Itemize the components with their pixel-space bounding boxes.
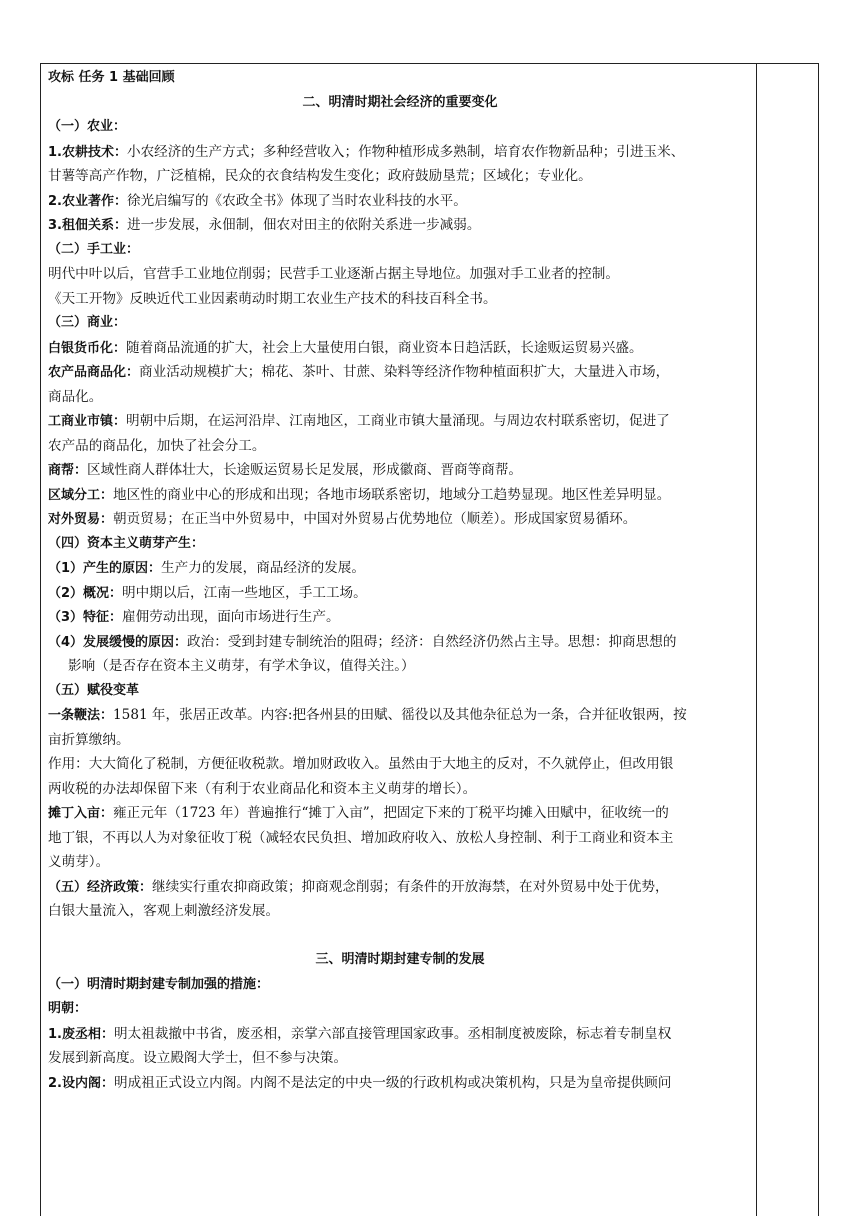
tanding-label: 摊丁入亩： bbox=[48, 806, 114, 821]
chancellor-line-2: 发展到新高度。设立殿阁大学士，但不参与决策。 bbox=[48, 1050, 348, 1066]
cause-line bbox=[48, 556, 752, 581]
tax-heading: （五）赋役变革 bbox=[48, 682, 140, 698]
autocracy-heading: （一）明清时期封建专制加强的措施： bbox=[48, 976, 270, 992]
policy-line-2: 白银大量流入，客观上刺激经济发展。 bbox=[48, 903, 280, 919]
feature-line bbox=[48, 605, 752, 630]
feature-label: （3）特征： bbox=[48, 610, 123, 625]
region-line bbox=[48, 483, 752, 508]
agri-tech-label: 1.农耕技术： bbox=[48, 144, 127, 160]
tanding-text: 雍正元年（1723 年）普遍推行“摊丁入亩”，把固定下来的丁税平均摊入田赋中，征收统一的 bbox=[113, 805, 669, 821]
agri-tenancy-label: 3.租佃关系： bbox=[48, 218, 127, 233]
cabinet-label: 2.设内阁： bbox=[48, 1075, 114, 1091]
agri-commod-text: 商业活动规模扩大；棉花、茶叶、甘蔗、染料等经济作物种植面积扩大，大量进入市场， bbox=[139, 364, 670, 380]
slow-text: 政治：受到封建专制统治的阻碍；经济：自然经济仍然占主导。思想：抑商思想的 bbox=[187, 633, 677, 650]
cause-text: 生产力的发展，商品经济的发展。 bbox=[161, 560, 365, 576]
craft-line-1: 明代中叶以后，官营手工业地位削弱；民营手工业逐渐占据主导地位。加强对手工业者的控制。 bbox=[48, 266, 619, 282]
policy-label: （五）经济政策： bbox=[48, 879, 153, 895]
silver-label: 白银货币化： bbox=[48, 340, 127, 356]
agri-works-line bbox=[48, 189, 752, 214]
tanding-line-3: 义萌芽）。 bbox=[48, 854, 110, 870]
task-header: 攻标 任务 1 基础回顾 bbox=[48, 70, 175, 85]
overview-text: 明中期以后，江南一些地区，手工工场。 bbox=[122, 584, 367, 601]
whip-text: 1581 年，张居正改革。内容:把各州县的田赋、徭役以及其他杂征总为一条，合并征收银两，按 bbox=[113, 707, 687, 723]
blank-gap bbox=[48, 924, 752, 949]
region-text: 地区性的商业中心的形成和出现；各地市场联系密切，地域分工趋势显现。地区性差异明显。 bbox=[113, 486, 671, 503]
silver-line bbox=[48, 336, 752, 361]
agri-tenancy-line bbox=[48, 213, 752, 238]
whip-line-1 bbox=[48, 703, 752, 728]
overview-label: （2）概况： bbox=[48, 585, 123, 601]
section-3-title: 三、明清时期封建专制的发展 bbox=[315, 952, 485, 967]
foreign-text: 朝贡贸易；在正当中外贸易中，中国对外贸易占优势地位（顺差）。形成国家贸易循环。 bbox=[113, 511, 637, 527]
agri-works-text: 徐光启编写的《农政全书》体现了当时农业科技的水平。 bbox=[126, 192, 467, 209]
towns-text: 明朝中后期，在运河沿岸、江南地区，工商业市镇大量涌现。与周边农村联系密切，促进了 bbox=[126, 413, 670, 429]
agri-tech-line-2: 甘薯等高产作物，广泛植棉，民众的衣食结构发生变化；政府鼓励垦荒；区域化；专业化。 bbox=[48, 168, 592, 184]
guild-line bbox=[48, 458, 752, 483]
slow-label: （4）发展缓慢的原因： bbox=[48, 634, 188, 650]
section-2-title: 二、明清时期社会经济的重要变化 bbox=[302, 94, 498, 110]
agri-tenancy-text: 进一步发展，永佃制，佃农对田主的依附关系进一步减弱。 bbox=[126, 217, 481, 233]
towns-label: 工商业市镇： bbox=[48, 414, 127, 429]
tanding-line-2: 地丁银，不再以人为对象征收丁税（减轻农民负担、增加政府收入、放松人身控制、利于工商业和资本主 bbox=[48, 829, 674, 846]
tanding-line-1 bbox=[48, 801, 752, 826]
towns-line-1 bbox=[48, 409, 752, 434]
towns-line-2: 农产品的商品化，加快了社会分工。 bbox=[48, 437, 266, 454]
craft-heading: （二）手工业： bbox=[48, 241, 140, 257]
ming-label: 明朝： bbox=[48, 1001, 88, 1016]
guild-text: 区域性商人群体壮大，长途贩运贸易长足发展，形成徽商、晋商等商帮。 bbox=[87, 462, 523, 478]
agri-commod-line-1 bbox=[48, 360, 752, 385]
capitalism-heading: （四）资本主义萌芽产生： bbox=[48, 535, 205, 551]
commerce-heading: （三）商业： bbox=[48, 315, 127, 330]
craft-line-2: 《天工开物》反映近代工业因素萌动时期工农业生产技术的科技百科全书。 bbox=[48, 290, 497, 307]
agri-commod-label: 农产品商品化： bbox=[48, 365, 140, 380]
whip-line-2: 亩折算缴纳。 bbox=[48, 731, 130, 748]
agri-commod-line-2: 商品化。 bbox=[48, 388, 103, 405]
region-label: 区域分工： bbox=[48, 487, 114, 503]
column-divider bbox=[756, 63, 757, 1216]
agri-tech-text: 小农经济的生产方式；多种经营收入；作物种植形成多熟制，培育农作物新品种；引进玉米、 bbox=[126, 143, 685, 160]
lesson-content bbox=[48, 66, 752, 1095]
agri-works-label: 2.农业著作： bbox=[48, 193, 127, 209]
effect-line-2: 两收税的办法却保留下来（有利于农业商品化和资本主义萌芽的增长）。 bbox=[48, 780, 477, 797]
foreign-label: 对外贸易： bbox=[48, 512, 114, 527]
foreign-line bbox=[48, 507, 752, 532]
feature-text: 雇佣劳动出现，面向市场进行生产。 bbox=[122, 609, 340, 625]
guild-label: 商帮： bbox=[48, 463, 88, 478]
chancellor-text: 明太祖裁撤中书省，废丞相，亲掌六部直接管理国家政事。丞相制度被废除，标志着专制皇权 bbox=[113, 1025, 672, 1042]
policy-line-1 bbox=[48, 875, 752, 900]
agri-tech-line-1 bbox=[48, 140, 752, 165]
chancellor-label: 1.废丞相： bbox=[48, 1026, 114, 1042]
chancellor-line-1 bbox=[48, 1022, 752, 1047]
agri-heading: （一）农业： bbox=[48, 119, 127, 134]
overview-line bbox=[48, 581, 752, 606]
silver-text: 随着商品流通的扩大，社会上大量使用白银，商业资本日趋活跃，长途贩运贸易兴盛。 bbox=[126, 339, 643, 356]
slow-line-1 bbox=[48, 630, 752, 655]
cabinet-text: 明成祖正式设立内阁。内阁不是法定的中央一级的行政机构或决策机构，只是为皇帝提供顾问 bbox=[113, 1074, 672, 1091]
cabinet-line bbox=[48, 1071, 752, 1096]
slow-line-2: 影响（是否存在资本主义萌芽，有学术争议，值得关注。） bbox=[68, 658, 415, 674]
whip-label: 一条鞭法： bbox=[48, 708, 114, 723]
policy-text: 继续实行重农抑商政策；抑商观念削弱；有条件的开放海禁，在对外贸易中处于优势， bbox=[152, 878, 669, 895]
effect-line-1: 作用：大大简化了税制，方便征收税款。增加财政收入。虽然由于大地主的反对，不久就停止，但改用银 bbox=[48, 756, 674, 772]
cause-label: （1）产生的原因： bbox=[48, 561, 162, 576]
